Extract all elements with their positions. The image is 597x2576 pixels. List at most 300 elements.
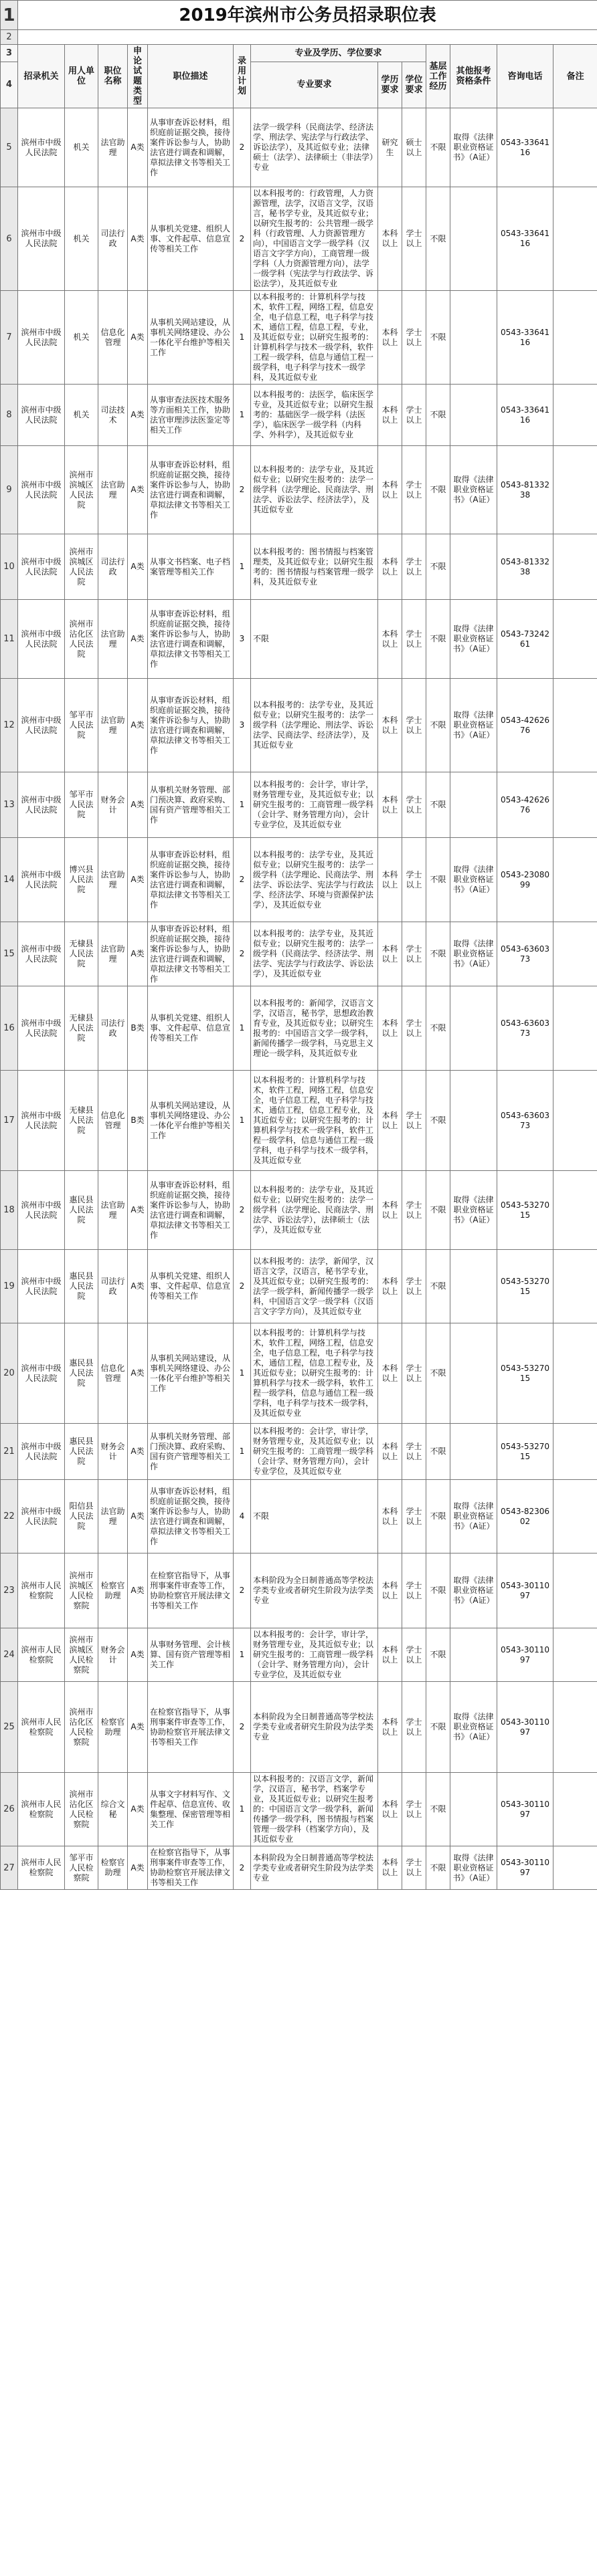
phone-cell: 0543-8230602 [497,1480,553,1553]
exam-type-cell: A类 [128,1846,148,1890]
experience-cell: 不限 [426,1773,450,1846]
unit-cell: 滨州市人民检察院 [18,1628,65,1682]
note-cell [553,986,597,1071]
phone-cell: 0543-3364116 [497,291,553,385]
row-number: 10 [1,534,18,600]
note-cell [553,1628,597,1682]
position-cell: 司法行政 [98,187,128,291]
degree-cell: 学士以上 [402,986,426,1071]
experience-cell: 不限 [426,1553,450,1628]
unit-cell: 滨州市中级人民法院 [18,838,65,922]
note-cell [553,1424,597,1480]
row-number: 22 [1,1480,18,1553]
education-cell: 本科以上 [378,1171,402,1250]
experience-cell: 不限 [426,534,450,600]
experience-cell: 不限 [426,600,450,679]
exam-type-cell: A类 [128,1323,148,1424]
count-cell: 2 [234,838,251,922]
exam-type-cell: A类 [128,1480,148,1553]
row-number: 1 [1,1,18,30]
education-cell: 本科以上 [378,1682,402,1773]
degree-cell: 学士以上 [402,187,426,291]
description-cell: 从事审查诉讼材料，组织庭前证据交换，接待案件诉讼参与人，协助法官进行调查和调解，草拟法律文书等相关工作 [148,600,234,679]
phone-cell: 0543-5327015 [497,1250,553,1323]
note-cell [553,291,597,385]
position-cell: 司法行政 [98,986,128,1071]
header-degree: 学位要求 [402,62,426,108]
dept-cell: 滨州市滨城区人民检察院 [65,1628,98,1682]
other-cell: 取得《法律职业资格证书》（A证） [450,108,497,187]
other-cell: 取得《法律职业资格证书》（A证） [450,838,497,922]
row-number: 2 [1,30,18,45]
phone-cell: 0543-6360373 [497,922,553,986]
other-cell [450,385,497,446]
count-cell: 2 [234,922,251,986]
degree-cell: 学士以上 [402,1846,426,1890]
exam-type-cell: A类 [128,1171,148,1250]
table-row [1,534,597,600]
description-cell: 从事审查诉讼材料，组织庭前证据交换，接待案件诉讼参与人，协助法官进行调查和调解，草拟法律文书等相关工作 [148,838,234,922]
position-cell: 财务会计 [98,1424,128,1480]
header-other: 其他报考资格条件 [450,45,497,108]
dept-cell: 邹平市人民法院 [65,772,98,838]
row-number: 3 [1,45,18,62]
table-row [1,772,597,838]
note-cell [553,1071,597,1171]
row-number: 7 [1,291,18,385]
description-cell: 从事审查诉讼材料，组织庭前证据交换，接待案件诉讼参与人，协助法官进行调查和调解，草拟法律文书等相关工作 [148,1480,234,1553]
position-cell: 法官助理 [98,838,128,922]
count-cell: 1 [234,1424,251,1480]
count-cell: 2 [234,108,251,187]
degree-cell: 学士以上 [402,679,426,772]
note-cell [553,1773,597,1846]
exam-type-cell: A类 [128,838,148,922]
note-cell [553,1682,597,1773]
dept-cell: 惠民县人民法院 [65,1171,98,1250]
dept-cell: 机关 [65,385,98,446]
degree-cell: 学士以上 [402,1480,426,1553]
other-cell: 取得《法律职业资格证书》（A证） [450,446,497,534]
position-cell: 司法行政 [98,534,128,600]
header-exam-type: 申论试题类型 [128,45,148,108]
count-cell: 2 [234,1250,251,1323]
experience-cell: 不限 [426,108,450,187]
phone-cell: 0543-3011097 [497,1773,553,1846]
note-cell [553,385,597,446]
exam-type-cell: A类 [128,1250,148,1323]
header-experience: 基层工作经历 [426,45,450,108]
unit-cell: 滨州市中级人民法院 [18,1071,65,1171]
education-cell: 本科以上 [378,385,402,446]
table-row [1,1846,597,1890]
dept-cell: 滨州市沾化区人民检察院 [65,1773,98,1846]
dept-cell: 机关 [65,187,98,291]
education-cell: 本科以上 [378,1480,402,1553]
experience-cell: 不限 [426,291,450,385]
experience-cell: 不限 [426,986,450,1071]
degree-cell: 学士以上 [402,534,426,600]
position-cell: 司法技术 [98,385,128,446]
dept-cell: 机关 [65,291,98,385]
count-cell: 1 [234,385,251,446]
title-row [1,1,597,30]
other-cell [450,1773,497,1846]
unit-cell: 滨州市中级人民法院 [18,600,65,679]
experience-cell: 不限 [426,1682,450,1773]
unit-cell: 滨州市中级人民法院 [18,187,65,291]
education-cell: 本科以上 [378,679,402,772]
table-row [1,446,597,534]
row-number: 14 [1,838,18,922]
education-cell: 本科以上 [378,922,402,986]
exam-type-cell: A类 [128,679,148,772]
education-cell: 本科以上 [378,772,402,838]
major-cell: 法学一级学科（民商法学、经济法学、刑法学、宪法学与行政法学、诉讼法学），及其近似专业；法律硕士（法学）、法律硕士（非法学）专业 [251,108,378,187]
description-cell: 从事审查法医技术服务等方面相关工作，协助法官审理涉法医鉴定等相关工作 [148,385,234,446]
row-number: 20 [1,1323,18,1424]
row-number: 27 [1,1846,18,1890]
exam-type-cell: A类 [128,600,148,679]
table-row [1,291,597,385]
degree-cell: 学士以上 [402,922,426,986]
note-cell [553,534,597,600]
degree-cell: 学士以上 [402,1323,426,1424]
education-cell: 本科以上 [378,1628,402,1682]
major-cell: 以本科报考的：会计学，审计学，财务管理专业，及其近似专业；以研究生报考的：工商管理一级学科（会计学、财务管理方向），会计专业学位，及其近似专业 [251,772,378,838]
major-cell: 以本科报考的：法学专业，及其近似专业；以研究生报考的：法学一级学科（法学理论、民商法学、刑法学、诉讼法学），法律硕士（法学），及其近似专业 [251,1171,378,1250]
dept-cell: 惠民县人民法院 [65,1323,98,1424]
education-cell: 本科以上 [378,600,402,679]
dept-cell: 滨州市滨城区人民法院 [65,446,98,534]
phone-cell: 0543-3011097 [497,1846,553,1890]
description-cell: 从事机关财务管理、部门预决算、政府采购、国有资产管理等相关工作 [148,772,234,838]
other-cell [450,772,497,838]
table-row [1,1323,597,1424]
table-row [1,922,597,986]
unit-cell: 滨州市中级人民法院 [18,986,65,1071]
count-cell: 1 [234,1628,251,1682]
major-cell: 以本科报考的：计算机科学与技术，软件工程，网络工程，信息安全，电子信息工程，电子科学与技术，通信工程，信息工程，专业，及其近似专业；以研究生报考的：计算机科学与技术一级学科，软件工程一级学科，信息与通信工程一级学科，电子科学与技术一级学科，及其近似专业 [251,291,378,385]
experience-cell: 不限 [426,922,450,986]
degree-cell: 学士以上 [402,838,426,922]
degree-cell: 学士以上 [402,600,426,679]
other-cell: 取得《法律职业资格证书》（A证） [450,1553,497,1628]
note-cell [553,838,597,922]
dept-cell: 邹平市人民法院 [65,679,98,772]
other-cell: 取得《法律职业资格证书》（A证） [450,922,497,986]
degree-cell: 学士以上 [402,1171,426,1250]
experience-cell: 不限 [426,1424,450,1480]
unit-cell: 滨州市中级人民法院 [18,772,65,838]
other-cell [450,187,497,291]
dept-cell: 滨州市沾化区人民法院 [65,600,98,679]
major-cell: 以本科报考的：新闻学，汉语言文学，汉语言，秘书学，思想政治教育专业，及其近似专业；以研究生报考的：中国语言文学一级学科，新闻传播学一级学科，马克思主义理论一级学科，及其近似专业 [251,986,378,1071]
dept-cell: 机关 [65,108,98,187]
description-cell: 从事财务管理、会计核算、国有资产管理等相关工作 [148,1628,234,1682]
row-number: 19 [1,1250,18,1323]
major-cell: 本科阶段为全日制普通高等学校法学类专业或者研究生阶段为法学类专业 [251,1846,378,1890]
exam-type-cell: A类 [128,446,148,534]
other-cell [450,291,497,385]
page-title: 2019年滨州市公务员招录职位表 [18,1,597,30]
phone-cell: 0543-3011097 [497,1553,553,1628]
education-cell: 本科以上 [378,1071,402,1171]
experience-cell: 不限 [426,1071,450,1171]
position-cell: 法官助理 [98,922,128,986]
exam-type-cell: A类 [128,1682,148,1773]
dept-cell: 滨州市滨城区人民法院 [65,534,98,600]
unit-cell: 滨州市中级人民法院 [18,679,65,772]
phone-cell: 0543-4262676 [497,679,553,772]
row-number: 23 [1,1553,18,1628]
count-cell: 1 [234,986,251,1071]
description-cell: 在检察官指导下，从事刑事案件审查等工作，协助检察官开展法律文书等相关工作 [148,1682,234,1773]
other-cell: 取得《法律职业资格证书》（A证） [450,679,497,772]
description-cell: 从事审查诉讼材料，组织庭前证据交换，接待案件诉讼参与人，协助法官进行调查和调解，草拟法律文书等相关工作 [148,1171,234,1250]
header-note: 备注 [553,45,597,108]
exam-type-cell: A类 [128,1553,148,1628]
description-cell: 从事审查诉讼材料，组织庭前证据交换，接待案件诉讼参与人，协助法官进行调查和调解，草拟法律文书等相关工作 [148,446,234,534]
count-cell: 1 [234,291,251,385]
count-cell: 1 [234,1773,251,1846]
phone-cell: 0543-8133238 [497,534,553,600]
phone-cell: 0543-3364116 [497,108,553,187]
experience-cell: 不限 [426,1628,450,1682]
header-education: 学历要求 [378,62,402,108]
major-cell: 以本科报考的：法学专业，及其近似专业；以研究生报考的：法学一级学科（民商法学、经济法学、刑法学、宪法学与行政法学、诉讼法学），及其近似专业 [251,922,378,986]
experience-cell: 不限 [426,446,450,534]
degree-cell: 学士以上 [402,1071,426,1171]
unit-cell: 滨州市中级人民法院 [18,291,65,385]
row-number: 21 [1,1424,18,1480]
description-cell: 从事机关党建、组织人事、文件起草、信息宣传等相关工作 [148,187,234,291]
experience-cell: 不限 [426,1323,450,1424]
table-row [1,1553,597,1628]
position-cell: 检察官助理 [98,1846,128,1890]
major-cell: 以本科报考的：计算机科学与技术，软件工程，网络工程，信息安全，电子信息工程，电子科学与技术，通信工程，信息工程专业，及其近似专业；以研究生报考的：计算机科学与技术一级学科，软件工程一级学科，信息与通信工程一级学科，电子科学与技术一级学科，及其近似专业 [251,1323,378,1424]
phone-cell: 0543-8133238 [497,446,553,534]
row-number: 5 [1,108,18,187]
exam-type-cell: A类 [128,922,148,986]
exam-type-cell: A类 [128,772,148,838]
major-cell: 以本科报考的：行政管理，人力资源管理，法学，汉语言文学，汉语言，秘书学专业，及其近似专业；以研究生报考的：公共管理一级学科（行政管理、人力资源管理方向），中国语言文学一级学科（汉语言文字学方向），工商管理一级学科（人力资源管理方向），法学一级学科（宪法学与行政法学、诉讼法学），及其近似专业 [251,187,378,291]
major-cell: 以本科报考的：法学专业，及其近似专业；以研究生报考的：法学一级学科（法学理论、民商法学、刑法学、诉讼法学、宪法学与行政法学、经济法学、环境与资源保护法学），及其近似专业 [251,838,378,922]
position-cell: 法官助理 [98,679,128,772]
position-cell: 信息化管理 [98,1071,128,1171]
degree-cell: 学士以上 [402,772,426,838]
dept-cell: 阳信县人民法院 [65,1480,98,1553]
experience-cell: 不限 [426,1846,450,1890]
table-row [1,838,597,922]
note-cell [553,187,597,291]
phone-cell: 0543-3364116 [497,385,553,446]
education-cell: 本科以上 [378,1250,402,1323]
phone-cell: 0543-3364116 [497,187,553,291]
education-cell: 本科以上 [378,534,402,600]
education-cell: 本科以上 [378,1773,402,1846]
education-cell: 本科以上 [378,838,402,922]
experience-cell: 不限 [426,1171,450,1250]
note-cell [553,1323,597,1424]
degree-cell: 学士以上 [402,291,426,385]
row-number: 16 [1,986,18,1071]
row-number: 15 [1,922,18,986]
note-cell [553,1846,597,1890]
header-requirements-group: 专业及学历、学位要求 [251,45,426,62]
experience-cell: 不限 [426,1250,450,1323]
phone-cell: 0543-5327015 [497,1424,553,1480]
row-number: 24 [1,1628,18,1682]
description-cell: 从事机关党建、组织人事、文件起草、信息宣传等相关工作 [148,986,234,1071]
header-row-1 [1,45,597,62]
exam-type-cell: A类 [128,1424,148,1480]
unit-cell: 滨州市中级人民法院 [18,534,65,600]
dept-cell: 无棣县人民法院 [65,986,98,1071]
description-cell: 从事审查诉讼材料，组织庭前证据交换，接待案件诉讼参与人，协助法官进行调查和调解，草拟法律文书等相关工作 [148,108,234,187]
major-cell: 以本科报考的：汉语言文学，新闻学，汉语言，秘书学，档案学专业，及其近似专业；以研究生报考的：中国语言文学一级学科，新闻传播学一级学科，图书情报与档案管理一级学科（档案学方向），及其近似专业 [251,1773,378,1846]
unit-cell: 滨州市人民检察院 [18,1682,65,1773]
other-cell: 取得《法律职业资格证书》（A证） [450,1846,497,1890]
count-cell: 1 [234,1323,251,1424]
row-number: 13 [1,772,18,838]
position-cell: 信息化管理 [98,291,128,385]
phone-cell: 0543-5327015 [497,1323,553,1424]
position-cell: 综合文秘 [98,1773,128,1846]
count-cell: 2 [234,1553,251,1628]
description-cell: 从事机关网站建设，从事机关网络建设、办公一体化平台维护等相关工作 [148,1323,234,1424]
table-row [1,1171,597,1250]
count-cell: 2 [234,1171,251,1250]
dept-cell: 惠民县人民法院 [65,1250,98,1323]
row-number: 26 [1,1773,18,1846]
education-cell: 本科以上 [378,1424,402,1480]
major-cell: 以本科报考的：法学专业，及其近似专业；以研究生报考的：法学一级学科（法学理论、刑法学、诉讼法学、民商法学、经济法学），及其近似专业 [251,679,378,772]
table-row [1,600,597,679]
row-number: 25 [1,1682,18,1773]
other-cell [450,1071,497,1171]
phone-cell: 0543-4262676 [497,772,553,838]
education-cell: 本科以上 [378,291,402,385]
position-cell: 法官助理 [98,108,128,187]
major-cell: 以本科报考的：计算机科学与技术，软件工程，网络工程，信息安全，电子信息工程，电子科学与技术，通信工程，信息工程专业，及其近似专业；以研究生报考的：计算机科学与技术一级学科，软件工程一级学科，信息与通信工程一级学科，电子科学与技术一级学科，及其近似专业 [251,1071,378,1171]
note-cell [553,600,597,679]
other-cell [450,986,497,1071]
table-row [1,1682,597,1773]
exam-type-cell: A类 [128,108,148,187]
phone-cell: 0543-3011097 [497,1628,553,1682]
note-cell [553,446,597,534]
row-number: 17 [1,1071,18,1171]
table-row [1,385,597,446]
other-cell [450,1250,497,1323]
description-cell: 在检察官指导下，从事刑事案件审查等工作，协助检察官开展法律文书等相关工作 [148,1553,234,1628]
exam-type-cell: A类 [128,291,148,385]
position-cell: 法官助理 [98,600,128,679]
education-cell: 本科以上 [378,1323,402,1424]
note-cell [553,1480,597,1553]
major-cell: 以本科报考的：法学专业，及其近似专业；以研究生报考的：法学一级学科（法学理论、民商法学、刑法学、诉讼法学、经济法学），及其近似专业 [251,446,378,534]
experience-cell: 不限 [426,772,450,838]
degree-cell: 学士以上 [402,1773,426,1846]
dept-cell: 滨州市沾化区人民检察院 [65,1682,98,1773]
major-cell: 以本科报考的：会计学，审计学，财务管理专业，及其近似专业；以研究生报考的：工商管理一级学科（会计学、财务管理方向），会计专业学位，及其近似专业 [251,1424,378,1480]
exam-type-cell: A类 [128,1628,148,1682]
other-cell [450,534,497,600]
major-cell: 以本科报考的：会计学，审计学，财务管理专业，及其近似专业；以研究生报考的：工商管理一级学科（会计学、财务管理方向），会计专业学位，及其近似专业 [251,1628,378,1682]
count-cell: 2 [234,446,251,534]
experience-cell: 不限 [426,187,450,291]
phone-cell: 0543-7324261 [497,600,553,679]
note-cell [553,679,597,772]
count-cell: 3 [234,600,251,679]
degree-cell: 学士以上 [402,1682,426,1773]
other-cell [450,1628,497,1682]
count-cell: 1 [234,772,251,838]
phone-cell: 0543-6360373 [497,986,553,1071]
experience-cell: 不限 [426,1480,450,1553]
count-cell: 3 [234,679,251,772]
position-cell: 财务会计 [98,772,128,838]
exam-type-cell: A类 [128,1773,148,1846]
dept-cell: 博兴县人民法院 [65,838,98,922]
row-number: 8 [1,385,18,446]
table-row [1,1424,597,1480]
dept-cell: 无棣县人民法院 [65,1071,98,1171]
header-major: 专业要求 [251,62,378,108]
note-cell [553,108,597,187]
other-cell: 取得《法律职业资格证书》（A证） [450,1682,497,1773]
major-cell: 本科阶段为全日制普通高等学校法学类专业或者研究生阶段为法学类专业 [251,1682,378,1773]
other-cell [450,1424,497,1480]
header-phone: 咨询电话 [497,45,553,108]
dept-cell: 滨州市滨城区人民检察院 [65,1553,98,1628]
position-cell: 财务会计 [98,1628,128,1682]
note-cell [553,922,597,986]
unit-cell: 滨州市中级人民法院 [18,1323,65,1424]
count-cell: 1 [234,1071,251,1171]
degree-cell: 硕士以上 [402,108,426,187]
header-unit: 招录机关 [18,45,65,108]
description-cell: 从事机关网站建设，从事机关网络建设、办公一体化平台维护等相关工作 [148,291,234,385]
table-row [1,1071,597,1171]
row-number: 12 [1,679,18,772]
education-cell: 研究生 [378,108,402,187]
description-cell: 从事机关财务管理、部门预决算、政府采购、国有资产管理等相关工作 [148,1424,234,1480]
blank-cell [18,30,597,45]
note-cell [553,1250,597,1323]
table-row [1,679,597,772]
education-cell: 本科以上 [378,1553,402,1628]
education-cell: 本科以上 [378,986,402,1071]
education-cell: 本科以上 [378,1846,402,1890]
education-cell: 本科以上 [378,187,402,291]
table-row [1,1480,597,1553]
exam-type-cell: A类 [128,385,148,446]
description-cell: 从事审查诉讼材料，组织庭前证据交换，接待案件诉讼参与人，协助法官进行调查和调解，草拟法律文书等相关工作 [148,922,234,986]
degree-cell: 学士以上 [402,1250,426,1323]
unit-cell: 滨州市人民检察院 [18,1846,65,1890]
unit-cell: 滨州市中级人民法院 [18,385,65,446]
other-cell [450,1323,497,1424]
note-cell [553,772,597,838]
header-position: 职位名称 [98,45,128,108]
unit-cell: 滨州市人民检察院 [18,1773,65,1846]
row-number: 6 [1,187,18,291]
exam-type-cell: A类 [128,187,148,291]
table-row [1,187,597,291]
unit-cell: 滨州市中级人民法院 [18,446,65,534]
